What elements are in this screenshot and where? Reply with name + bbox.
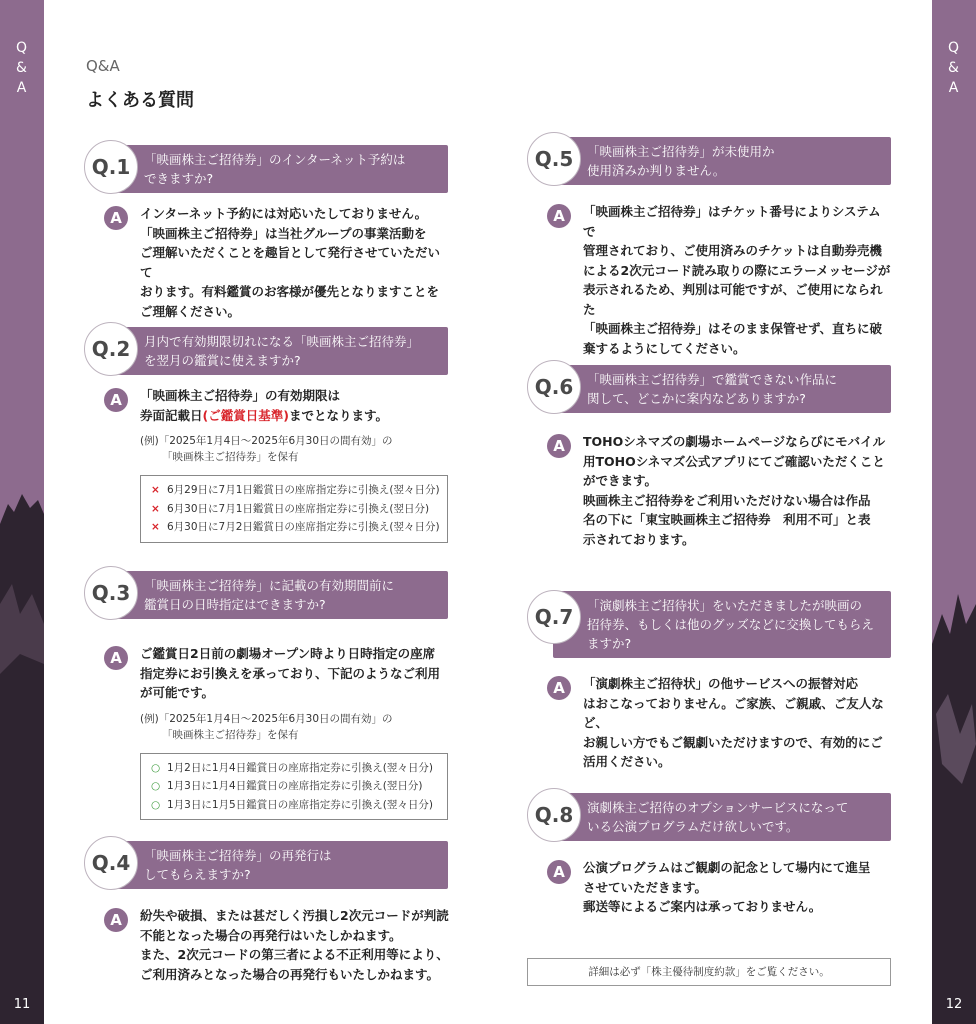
answer-text: 「演劇株主ご招待状」の他サービスへの振替対応 はおこなっておりません。ご家族、ご親戚、ご友人など、 お親しい方でもご観劇いただけますので、有効的にご 活用ください。 <box>583 676 884 769</box>
answer-text: TOHOシネマズの劇場ホームページならびにモバイル 用TOHOシネマズ公式アプリにてご確認いただくこと ができます。 映画株主ご招待券をご利用いただけない場合は作品 名の下に「東宝映画株主ご招待券 利用不可」と表 示されております。 <box>583 434 886 547</box>
answer-badge: A <box>547 676 571 700</box>
answer-badge: A <box>547 204 571 228</box>
qa-item-5 <box>527 132 893 358</box>
left-side-band <box>0 0 44 1024</box>
answer-badge: A <box>547 860 571 884</box>
section-label: Q&A <box>86 57 120 75</box>
qa-item-1 <box>84 140 450 321</box>
qa-item-8 <box>527 788 893 917</box>
list-item: × 6月29日に7月1日鑑賞日の座席指定券に引換え(翌々日分) <box>141 481 447 500</box>
question-number-badge: Q.4 <box>84 836 138 890</box>
answer-text: インターネット予約には対応いたしておりません。 「映画株主ご招待券」は当社グループの事業活動を ご理解いただくことを趣旨として発行させていただいて おります。有料鑑賞のお客様が優先となりますことを ご理解ください。 <box>140 206 441 319</box>
question-text: 「映画株主ご招待券」のインターネット予約は できますか? <box>110 145 448 193</box>
question-number-badge: Q.7 <box>527 590 581 644</box>
answer-text: 「映画株主ご招待券」はチケット番号によりシステムで 管理されており、ご使用済みのチケットは自動券売機 による2次元コード読み取りの際にエラーメッセージが 表示されるため、判別は可能ですが、ご使用になられた 「映画株主ご招待券」はそのまま保管せず、直ちに破 棄するようにしてください。 <box>583 204 891 356</box>
side-label-right: Q & A <box>947 40 961 96</box>
example-text: (例)「2025年1月4日～2025年6月30日の間有効」の 「映画株主ご招待券」を保有 <box>140 435 393 463</box>
question-number-badge: Q.2 <box>84 322 138 376</box>
list-item: ○ 1月3日に1月4日鑑賞日の座席指定券に引換え(翌日分) <box>141 777 447 796</box>
list-item: × 6月30日に7月2日鑑賞日の座席指定券に引換え(翌々日分) <box>141 518 447 537</box>
question-number-badge: Q.1 <box>84 140 138 194</box>
page-title: よくある質問 <box>86 90 194 111</box>
cross-icon: × <box>151 502 160 515</box>
question-number-badge: Q.5 <box>527 132 581 186</box>
question-number-badge: Q.3 <box>84 566 138 620</box>
question-text: 「映画株主ご招待券」が未使用か 使用済みか判りません。 <box>553 137 891 185</box>
page-number-right: 12 <box>945 997 963 1012</box>
question-text: 「演劇株主ご招待状」をいただきましたが映画の 招待券、もしくは他のグッズなどに交換してもらえ ますか? <box>553 591 891 658</box>
answer-text: 紛失や破損、または甚だしく汚損し2次元コードが判読 不能となった場合の再発行はいたしかねます。 また、2次元コードの第三者による不正利用等により、 ご利用済みとなった場合の再発行もいたしかねます。 <box>140 908 449 982</box>
right-side-band <box>932 0 976 1024</box>
example-text: (例)「2025年1月4日～2025年6月30日の間有効」の 「映画株主ご招待券」を保有 <box>140 712 393 741</box>
answer-text: 「映画株主ご招待券」の有効期限は 券面記載日(ご鑑賞日基準)までとなります。 <box>140 388 388 423</box>
ng-example-box <box>140 475 448 543</box>
answer-badge: A <box>104 908 128 932</box>
qa-item-4 <box>84 836 450 984</box>
qa-item-3 <box>84 566 450 820</box>
circle-icon: ○ <box>151 761 161 774</box>
answer-badge: A <box>547 434 571 458</box>
question-text: 「映画株主ご招待券」で鑑賞できない作品に 関して、どこかに案内などありますか? <box>553 365 891 413</box>
question-text: 演劇株主ご招待のオプションサービスになって いる公演プログラムだけ欲しいです。 <box>553 793 891 841</box>
answer-text: 公演プログラムはご観劇の記念として場内にて進呈 させていただきます。 郵送等によるご案内は承っておりません。 <box>583 860 871 914</box>
highlight-text: (ご鑑賞日基準) <box>202 407 289 423</box>
question-text: 「映画株主ご招待券」の再発行は してもらえますか? <box>110 841 448 889</box>
monster-silhouette-right <box>932 564 976 1024</box>
terms-note-box: 詳細は必ず「株主優待制度約款」をご覧ください。 <box>527 958 891 986</box>
qa-item-7 <box>527 586 893 772</box>
list-item: × 6月30日に7月1日鑑賞日の座席指定券に引換え(翌日分) <box>141 500 447 519</box>
cross-icon: × <box>151 521 160 533</box>
question-number-badge: Q.8 <box>527 788 581 842</box>
side-label-left: Q & A <box>15 40 29 96</box>
circle-icon: ○ <box>151 780 161 792</box>
page-number-left: 11 <box>13 997 31 1012</box>
cross-icon: × <box>151 484 160 496</box>
monster-silhouette-left <box>0 464 44 1024</box>
answer-text: ご鑑賞日2日前の劇場オープン時より日時指定の座席 指定券にお引換えを承っており、下記のようなご利用 が可能です。 <box>140 646 441 700</box>
qa-item-6 <box>527 360 893 549</box>
circle-icon: ○ <box>151 798 161 811</box>
list-item: ○ 1月2日に1月4日鑑賞日の座席指定券に引換え(翌々日分) <box>141 759 447 778</box>
qa-item-2 <box>84 322 450 543</box>
question-text: 月内で有効期限切れになる「映画株主ご招待券」 を翌月の鑑賞に使えますか? <box>110 327 448 375</box>
list-item: ○ 1月3日に1月5日鑑賞日の座席指定券に引換え(翌々日分) <box>141 796 447 815</box>
question-text: 「映画株主ご招待券」に記載の有効期間前に 鑑賞日の日時指定はできますか? <box>110 571 448 619</box>
answer-badge: A <box>104 388 128 412</box>
ok-example-box <box>140 753 448 821</box>
answer-badge: A <box>104 646 128 670</box>
question-number-badge: Q.6 <box>527 360 581 414</box>
answer-badge: A <box>104 206 128 230</box>
